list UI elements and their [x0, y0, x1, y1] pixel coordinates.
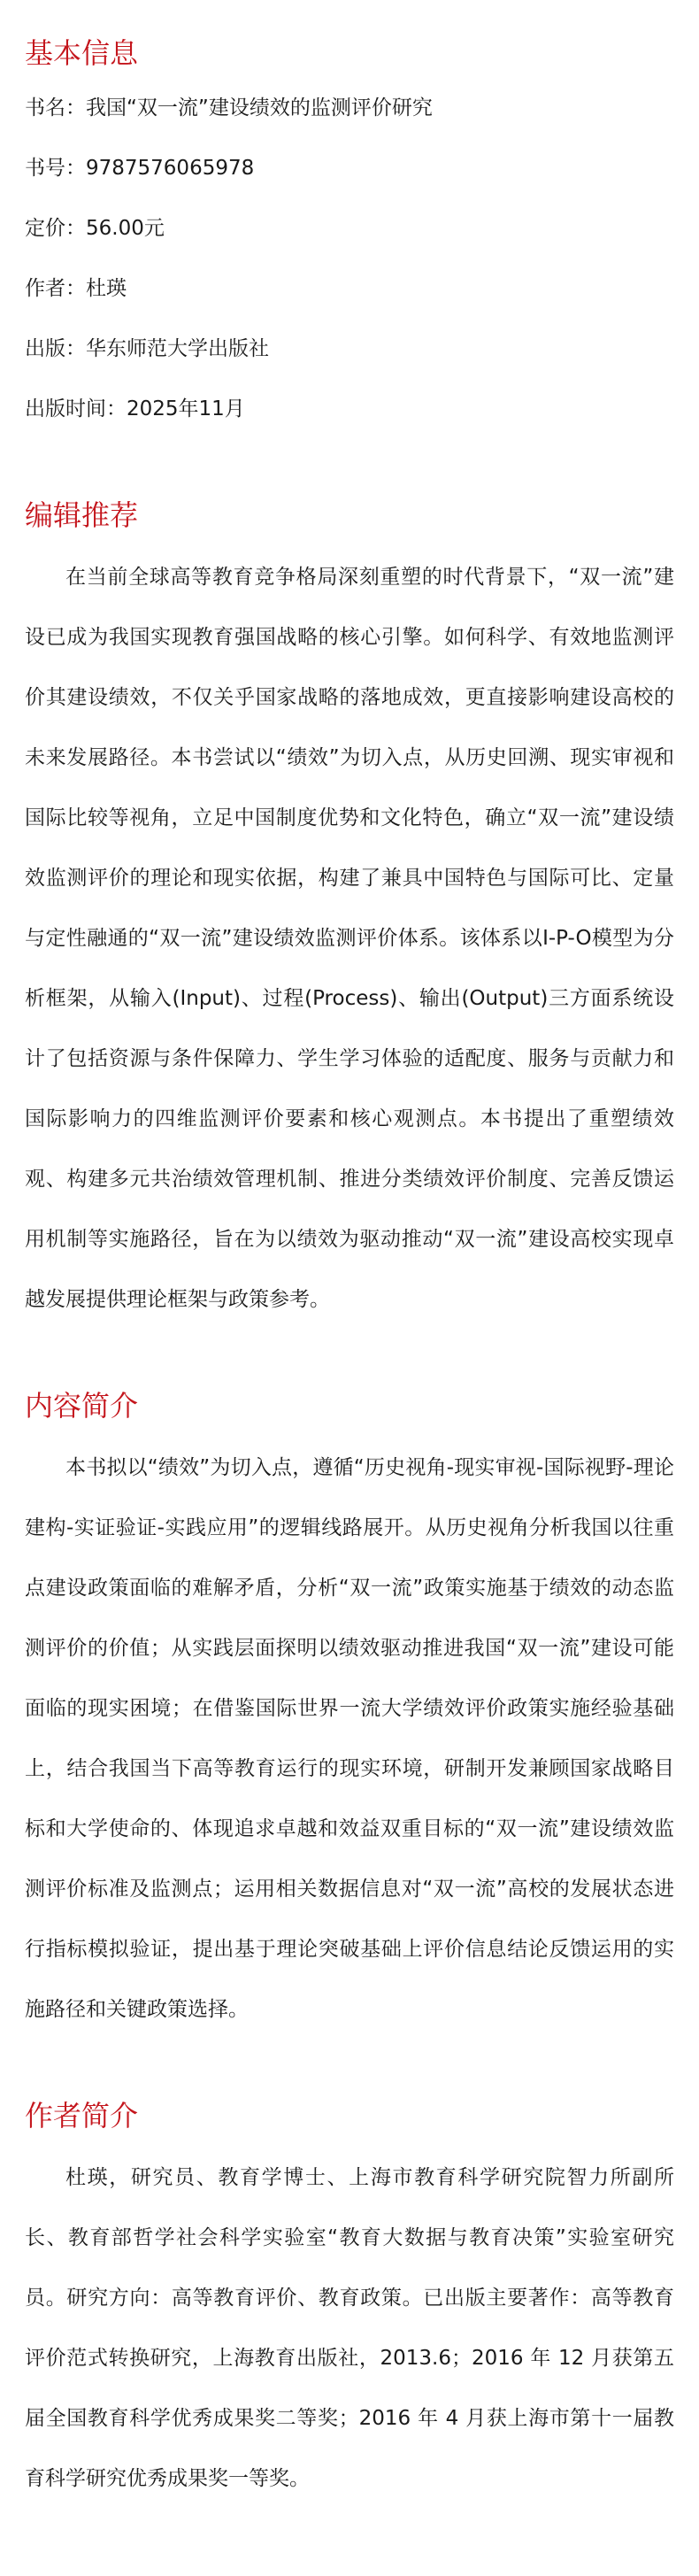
basic-info-section [25, 28, 674, 439]
content-summary-heading: 内容简介 [25, 1389, 139, 1423]
book-title-line: 书名：我国“双一流”建设绩效的监测评价研究 [25, 96, 433, 120]
author-line: 作者：杜瑛 [25, 277, 127, 300]
content-summary-section [25, 1381, 674, 2040]
basic-info-heading: 基本信息 [25, 36, 139, 70]
content-summary-text: 本书拟以“绩效”为切入点，遵循“历史视角-现实审视-国际视野-理论建构-实证验证-实践应用”的逻辑线路展开。从历史视角分析我国以往重点建设政策面临的难解矛盾，分析“双一流”政策实施基于绩效的动态监测评价的价值；从实践层面探明以绩效驱动推进我国“双一流”建设可能面临的现实困境；在借鉴国际世界一流大学绩效评价政策实施经验基础上，结合我国当下高等教育运行的现实环境，研制开发兼顾国家战略目标和大学使命的、体现追求卓越和效益双重目标的“双一流”建设绩效监测评价标准及监测点；运用相关数据信息对“双一流”高校的发展状态进行指标模拟验证，提出基于理论突破基础上评价信息结论反馈运用的实施路径和关键政策选择。 [25, 1456, 674, 2021]
isbn-line: 书号：9787576065978 [25, 157, 255, 180]
editor-recommendation-section [25, 490, 674, 1330]
editor-recommendation-heading: 编辑推荐 [25, 498, 139, 532]
author-intro-heading: 作者简介 [25, 2099, 139, 2133]
publish-date-line: 出版时间：2025年11月 [25, 397, 245, 420]
publisher-line: 出版：华东师范大学出版社 [25, 337, 269, 360]
price-line: 定价：56.00元 [25, 217, 165, 240]
author-intro-section [25, 2091, 674, 2509]
editor-recommendation-text: 在当前全球高等教育竞争格局深刻重塑的时代背景下，“双一流”建设已成为我国实现教育强国战略的核心引擎。如何科学、有效地监测评价其建设绩效，不仅关乎国家战略的落地成效，更直接影响建设高校的未来发展路径。本书尝试以“绩效”为切入点，从历史回溯、现实审视和国际比较等视角，立足中国制度优势和文化特色，确立“双一流”建设绩效监测评价的理论和现实依据，构建了兼具中国特色与国际可比、定量与定性融通的“双一流”建设绩效监测评价体系。该体系以I-P-O模型为分析框架，从输入(Input)、过程(Process)、输出(Output)三方面系统设计了包括资源与条件保障力、学生学习体验的适配度、服务与贡献力和国际影响力的四维监测评价要素和核心观测点。本书提出了重塑绩效观、构建多元共治绩效管理机制、推进分类绩效评价制度、完善反馈运用机制等实施路径，旨在为以绩效为驱动推动“双一流”建设高校实现卓越发展提供理论框架与政策参考。 [25, 566, 674, 1311]
author-intro-text: 杜瑛，研究员、教育学博士、上海市教育科学研究院智力所副所长、教育部哲学社会科学实验室“教育大数据与教育决策”实验室研究员。研究方向：高等教育评价、教育政策。已出版主要著作：高等教育评价范式转换研究，上海教育出版社，2013.6；2016 年 12 月获第五届全国教育科学优秀成果奖二等奖；2016 年 4 月获上海市第十一届教育科学研究优秀成果奖一等奖。 [25, 2166, 674, 2490]
